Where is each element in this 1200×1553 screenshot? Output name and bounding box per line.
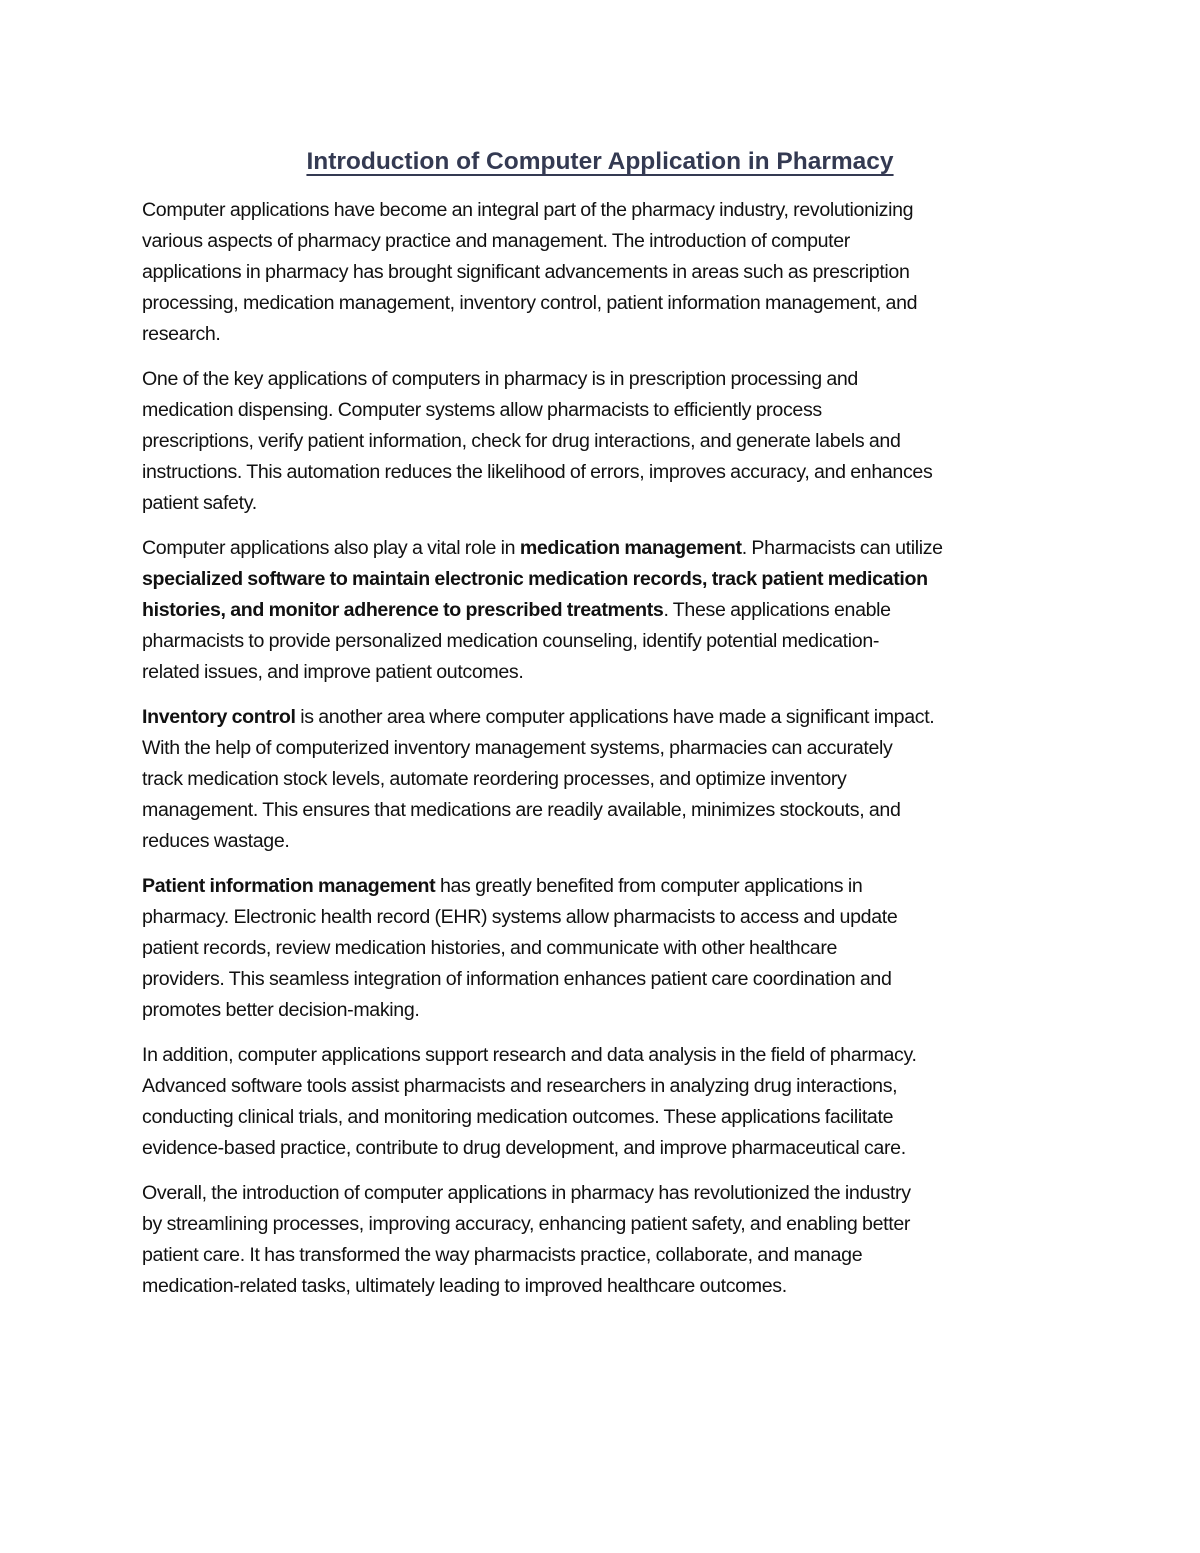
paragraph-line (142, 657, 1102, 688)
paragraph-line (142, 195, 1102, 226)
paragraph-line (142, 364, 1102, 395)
paragraph-line (142, 395, 1102, 426)
bold-text-run: specialized software to maintain electronic medication records, track patient medication (142, 568, 928, 590)
paragraph-5 (142, 871, 1102, 1026)
bold-text-run: Inventory control (142, 706, 296, 728)
paragraph-line (142, 595, 1102, 626)
paragraph-line (142, 933, 1102, 964)
text-run: One of the key applications of computers in pharmacy is in prescription processing and (142, 368, 858, 390)
text-run: various aspects of pharmacy practice and management. The introduction of computer (142, 230, 850, 252)
paragraph-line (142, 257, 1102, 288)
paragraph-line (142, 319, 1102, 350)
text-run: In addition, computer applications support research and data analysis in the field of pharmacy. (142, 1044, 917, 1066)
paragraph-1 (142, 195, 1102, 350)
text-run: instructions. This automation reduces the likelihood of errors, improves accuracy, and enhances (142, 461, 933, 483)
paragraph-line (142, 1240, 1102, 1271)
paragraph-line (142, 995, 1102, 1026)
paragraph-line (142, 826, 1102, 857)
paragraph-line (142, 1209, 1102, 1240)
text-run: medication dispensing. Computer systems allow pharmacists to efficiently process (142, 399, 822, 421)
text-run: research. (142, 323, 221, 345)
bold-text-run: medication management (519, 537, 742, 559)
text-run: . Pharmacists can utilize (741, 537, 943, 559)
paragraph-7 (142, 1178, 1102, 1302)
text-run: Overall, the introduction of computer applications in pharmacy has revolutionized the industry (142, 1182, 911, 1204)
text-run: . These applications enable (663, 599, 891, 621)
paragraph-line (142, 1040, 1102, 1071)
document-title (0, 143, 1200, 181)
paragraph-3 (142, 533, 1102, 688)
text-run: Computer applications also play a vital role in (142, 537, 520, 559)
paragraph-4 (142, 702, 1102, 857)
text-run: pharmacists to provide personalized medication counseling, identify potential medication- (142, 630, 880, 652)
text-run: pharmacy. Electronic health record (EHR) systems allow pharmacists to access and update (142, 906, 898, 928)
paragraph-line (142, 533, 1102, 564)
text-run: by streamlining processes, improving accuracy, enhancing patient safety, and enabling better (142, 1213, 911, 1235)
text-run: prescriptions, verify patient information, check for drug interactions, and generate labels and (142, 430, 901, 452)
text-run: patient records, review medication histories, and communicate with other healthcare (142, 937, 838, 959)
text-run: Computer applications have become an integral part of the pharmacy industry, revolutionizing (142, 199, 914, 221)
paragraph-line (142, 702, 1102, 733)
paragraph-line (142, 764, 1102, 795)
paragraph-line (142, 457, 1102, 488)
paragraph-line (142, 964, 1102, 995)
paragraph-line (142, 733, 1102, 764)
paragraph-2 (142, 364, 1102, 519)
paragraph-line (142, 1071, 1102, 1102)
text-run: patient care. It has transformed the way pharmacists practice, collaborate, and manage (142, 1244, 863, 1266)
bold-text-run: Patient information management (142, 875, 436, 897)
text-run: has greatly benefited from computer applications in (435, 875, 863, 897)
paragraph-line (142, 564, 1102, 595)
text-run: evidence-based practice, contribute to drug development, and improve pharmaceutical care. (142, 1137, 906, 1159)
paragraph-line (142, 488, 1102, 519)
paragraph-line (142, 626, 1102, 657)
text-run: conducting clinical trials, and monitoring medication outcomes. These applications facilitate (142, 1106, 894, 1128)
text-run: related issues, and improve patient outcomes. (142, 661, 524, 683)
text-run: With the help of computerized inventory management systems, pharmacies can accurately (142, 737, 893, 759)
paragraph-6 (142, 1040, 1102, 1164)
text-run: reduces wastage. (142, 830, 290, 852)
paragraph-line (142, 1133, 1102, 1164)
text-run: patient safety. (142, 492, 257, 514)
text-run: medication-related tasks, ultimately leading to improved healthcare outcomes. (142, 1275, 787, 1297)
text-run: applications in pharmacy has brought significant advancements in areas such as prescription (142, 261, 910, 283)
document-title-text: Introduction of Computer Application in Pharmacy (306, 148, 894, 175)
paragraph-line (142, 902, 1102, 933)
document-body (142, 195, 1102, 1316)
text-run: Advanced software tools assist pharmacists and researchers in analyzing drug interactions, (142, 1075, 898, 1097)
text-run: processing, medication management, inventory control, patient information management, and (142, 292, 918, 314)
paragraph-line (142, 1178, 1102, 1209)
text-run: track medication stock levels, automate reordering processes, and optimize inventory (142, 768, 847, 790)
paragraph-line (142, 795, 1102, 826)
text-run: is another area where computer applications have made a significant impact. (295, 706, 935, 728)
paragraph-line (142, 226, 1102, 257)
paragraph-line (142, 288, 1102, 319)
paragraph-line (142, 426, 1102, 457)
paragraph-line (142, 1102, 1102, 1133)
text-run: management. This ensures that medications are readily available, minimizes stockouts, and (142, 799, 901, 821)
text-run: providers. This seamless integration of information enhances patient care coordination and (142, 968, 892, 990)
paragraph-line (142, 871, 1102, 902)
paragraph-line (142, 1271, 1102, 1302)
bold-text-run: histories, and monitor adherence to prescribed treatments (142, 599, 664, 621)
text-run: promotes better decision-making. (142, 999, 420, 1021)
